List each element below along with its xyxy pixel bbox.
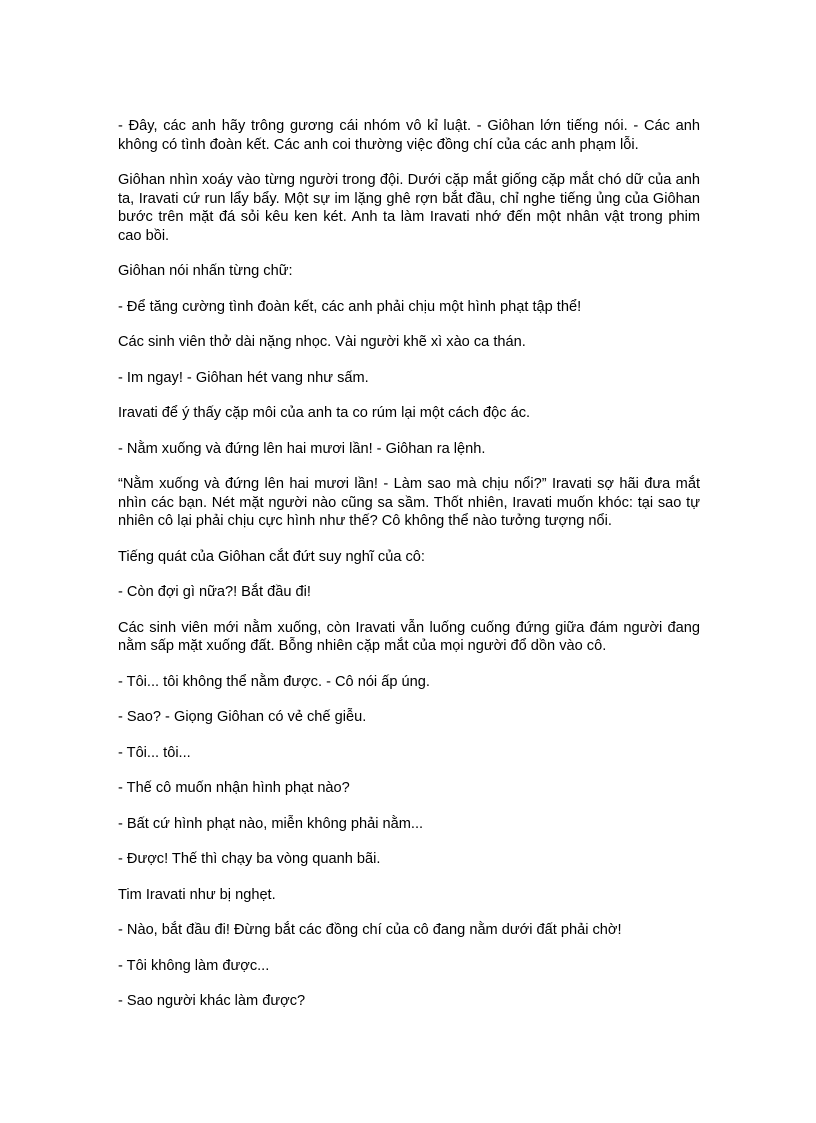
paragraph: - Im ngay! - Giôhan hét vang như sấm.	[118, 369, 369, 386]
paragraph: Tiếng quát của Giôhan cắt đứt suy nghĩ của cô:	[118, 548, 425, 565]
paragraph: - Sao? - Giọng Giôhan có vẻ chế giễu.	[118, 709, 367, 725]
paragraph: Giôhan nói nhấn từng chữ:	[118, 263, 293, 279]
paragraph: - Tôi... tôi không thể nằm được. - Cô nói ấp úng.	[118, 673, 430, 690]
paragraph: Iravati để ý thấy cặp môi của anh ta co rúm lại một cách độc ác.	[118, 405, 531, 421]
paragraph: - Nằm xuống và đứng lên hai mươi lần! - Giôhan ra lệnh.	[118, 440, 486, 457]
document-body	[118, 117, 700, 1028]
paragraph: - Được! Thế thì chạy ba vòng quanh bãi.	[118, 851, 381, 867]
paragraph: Các sinh viên mới nằm xuống, còn Iravati vẫn luống cuống đứng giữa đám người đang nằm sấp mặt xuống đất. Bỗng nhiên cặp mắt của mọi người đổ dồn vào cô.	[118, 619, 700, 654]
paragraph: Các sinh viên thở dài nặng nhọc. Vài người khẽ xì xào ca thán.	[118, 334, 526, 350]
paragraph: - Sao người khác làm được?	[118, 993, 306, 1009]
paragraph: Tim Iravati như bị nghẹt.	[118, 886, 276, 903]
paragraph: - Nào, bắt đầu đi! Đừng bắt các đồng chí của cô đang nằm dưới đất phải chờ!	[118, 922, 622, 938]
paragraph: - Để tăng cường tình đoàn kết, các anh phải chịu một hình phạt tập thể!	[118, 298, 582, 315]
paragraph: - Thế cô muốn nhận hình phạt nào?	[118, 780, 350, 796]
paragraph: - Bất cứ hình phạt nào, miễn không phải nằm...	[118, 815, 424, 832]
paragraph: “Nằm xuống và đứng lên hai mươi lần! - Làm sao mà chịu nổi?” Iravati sợ hãi đưa mắt nhìn các bạn. Nét mặt người nào cũng sa sầm. Thốt nhiên, Iravati muốn khóc: tại sao tự nhiên cô lại phải chịu cực hình như thế? Cô không thể nào tưởng tượng nổi.	[118, 476, 700, 529]
paragraph: Giôhan nhìn xoáy vào từng người trong đội. Dưới cặp mắt giống cặp mắt chó dữ của anh ta, Iravati cứ run lẩy bẩy. Một sự im lặng ghê rợn bắt đầu, chỉ nghe tiếng ủng của Giôhan bước trên mặt đá sỏi kêu ken két. Anh ta làm Iravati nhớ đến một nhân vật trong phim cao bồi.	[118, 172, 700, 244]
paragraph: - Tôi... tôi...	[118, 744, 191, 761]
paragraph: - Đây, các anh hãy trông gương cái nhóm vô kỉ luật. - Giôhan lớn tiếng nói. - Các anh không có tình đoàn kết. Các anh coi thường việc đồng chí của các anh phạm lỗi.	[118, 118, 700, 153]
paragraph: - Còn đợi gì nữa?! Bắt đầu đi!	[118, 584, 311, 600]
paragraph: - Tôi không làm được...	[118, 957, 270, 974]
